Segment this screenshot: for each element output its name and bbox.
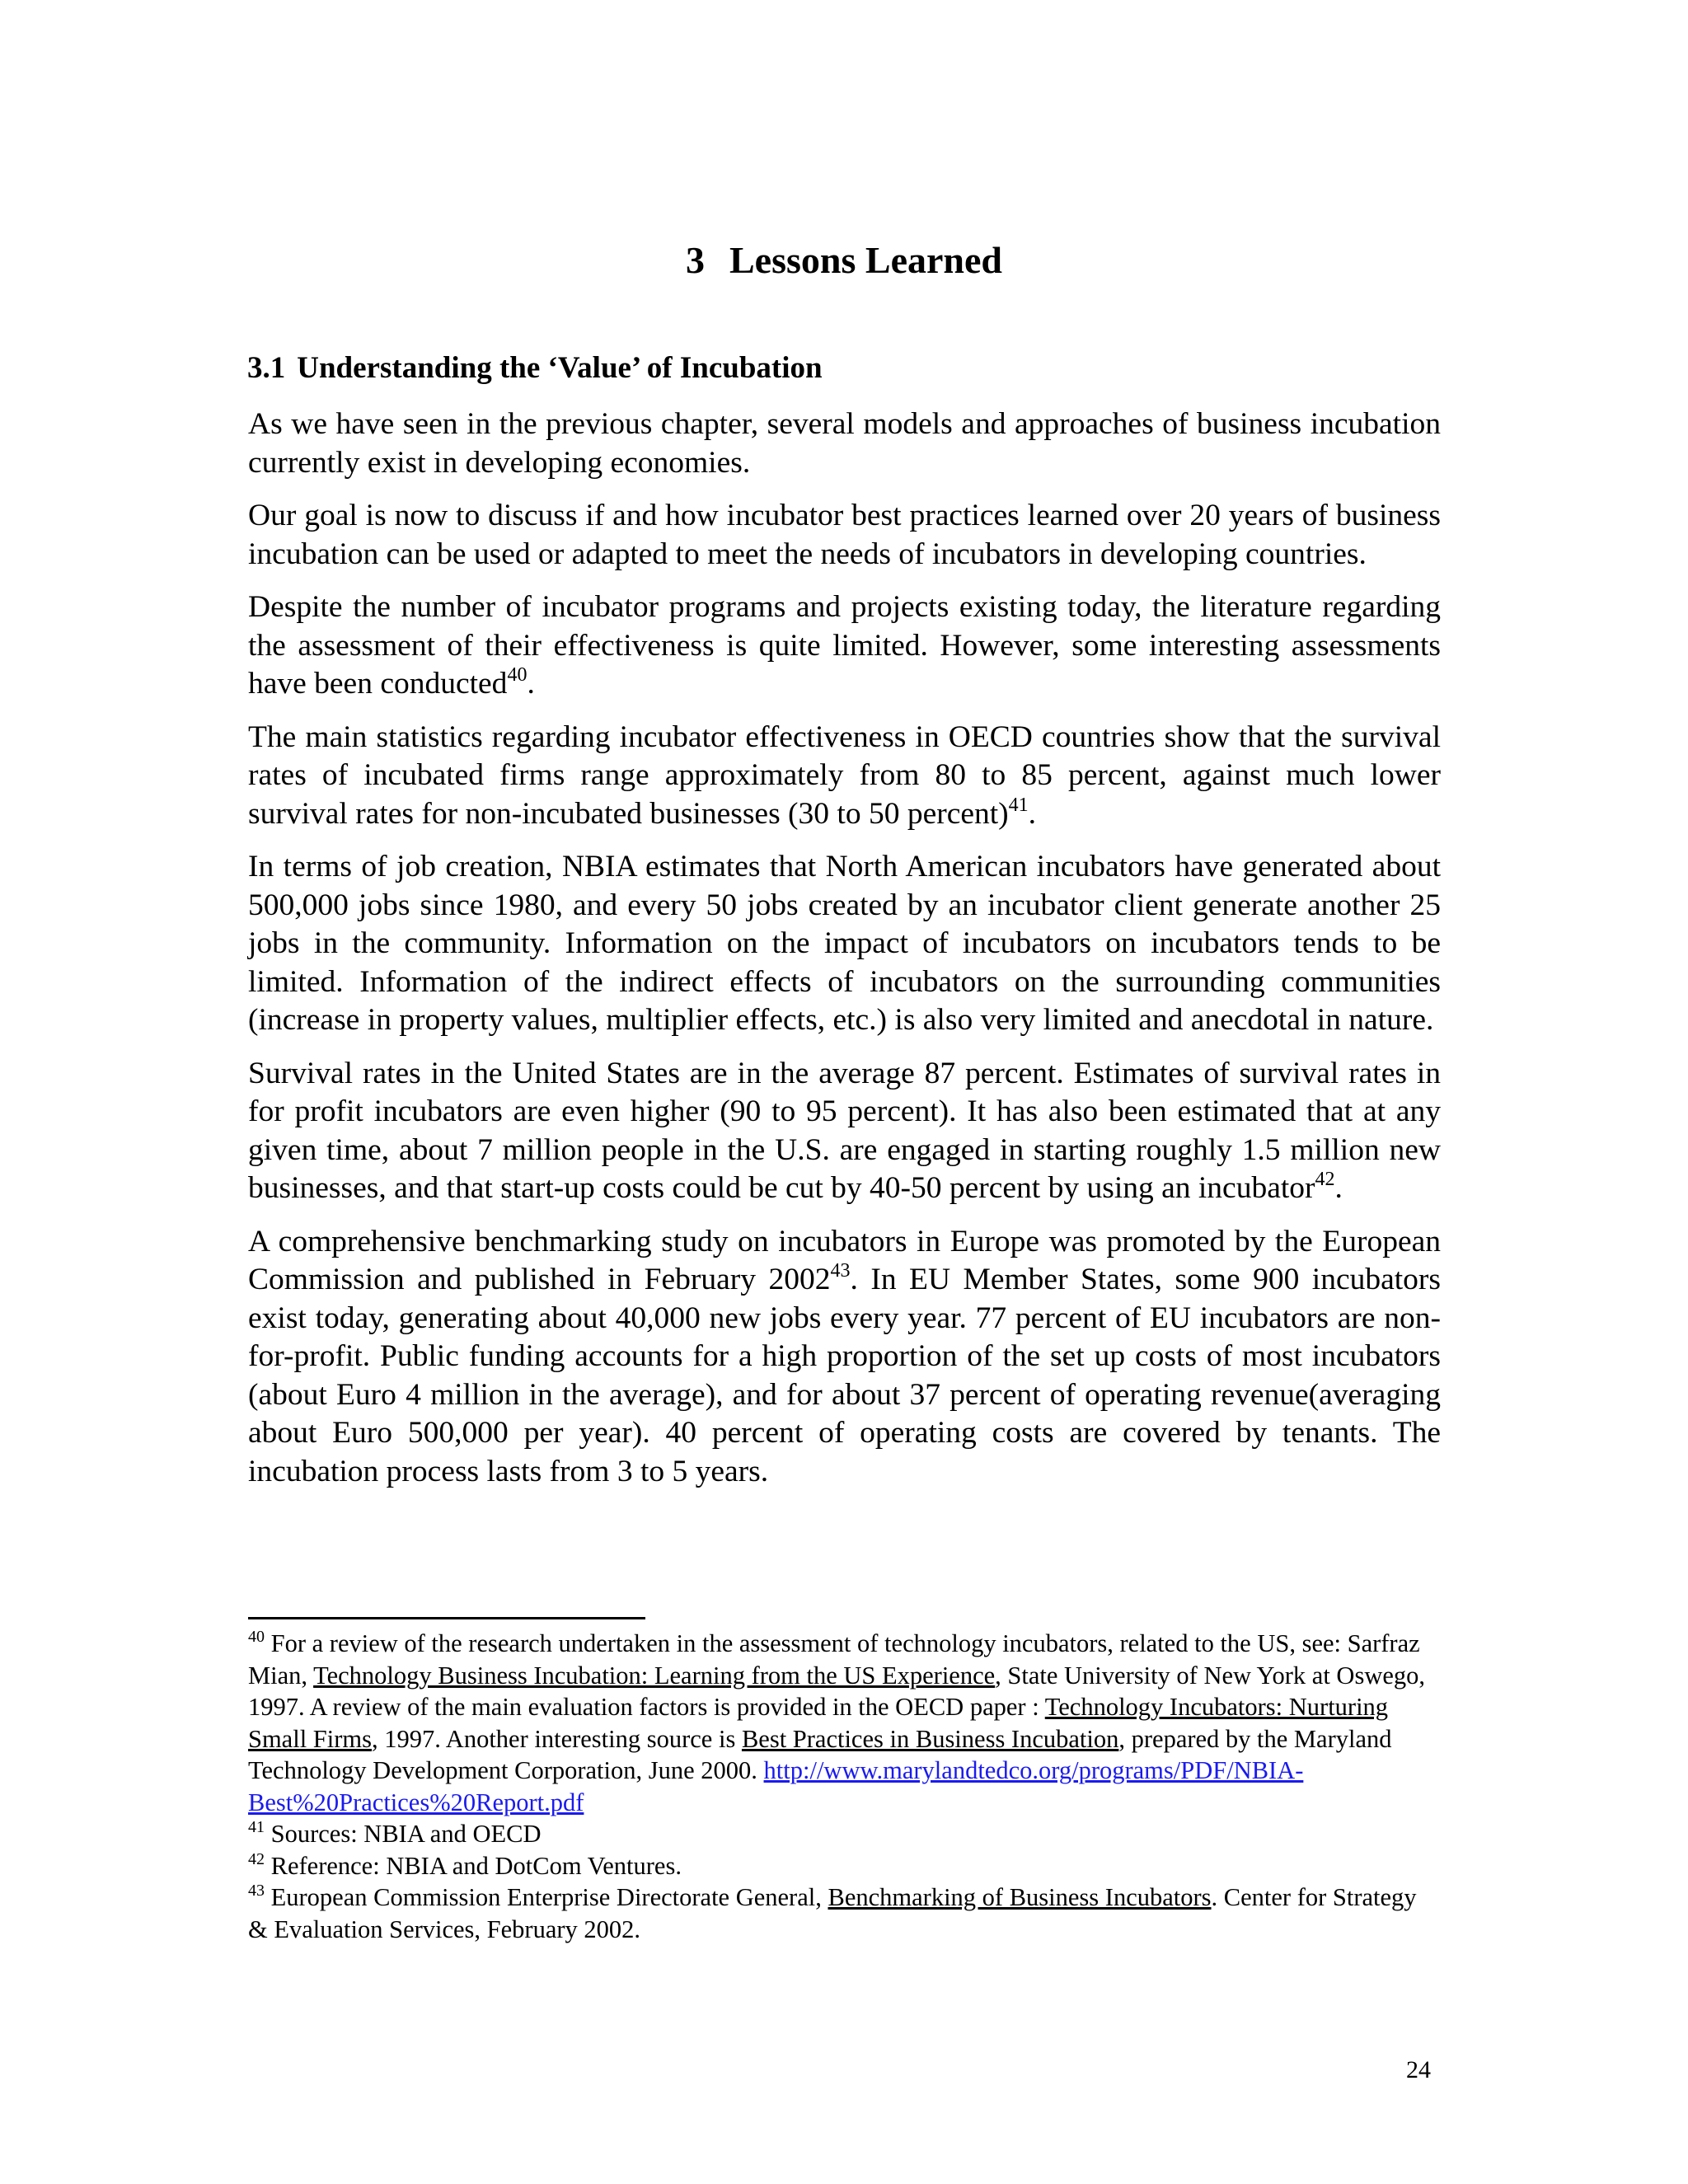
footnote-number: 41 [248, 1818, 265, 1836]
nbia-report-link[interactable]: http://www.marylandtedco.org/programs/PDF/NBIA-Best%20Practices%20Report.pdf [248, 1756, 1304, 1816]
paragraph-1: As we have seen in the previous chapter, several models and approaches of business incubation currently exist in developing economies. [248, 407, 1441, 480]
footnote-41 [248, 1818, 1441, 1850]
footnotes [248, 1628, 1441, 1945]
section-number: 3.1 [247, 351, 286, 385]
chapter-number: 3 [686, 239, 705, 281]
footnote-number: 40 [248, 1628, 265, 1646]
paragraph-6-text: Survival rates in the United States are in the average 87 percent. Estimates of survival rates in for profit incubators are even higher (90 to 95 percent). It has also been estimated that at any given time, about 7 million people in the U.S. are engaged in starting roughly 1.5 million new businesses, and that start-up costs could be cut by 40-50 percent by using an incubator [248, 1056, 1441, 1205]
paragraph-7-text-a: A comprehensive benchmarking study on incubators in Europe was promoted by the European Commission and published in February 2002 [248, 1224, 1441, 1296]
paragraph-3 [248, 588, 1441, 704]
citation-title: Best Practices in Business Incubation [741, 1724, 1119, 1753]
footnote-40 [248, 1628, 1441, 1818]
footnote-text: Sources: NBIA and OECD [265, 1820, 542, 1848]
footnote-number: 42 [248, 1849, 265, 1868]
section-title-text: Understanding the ‘Value’ of Incubation [297, 351, 823, 385]
footnote-text: , State University of New York at Oswego, 1997. A review of the main evaluation factors is provided in the OECD paper : [248, 1661, 1426, 1721]
paragraph-3-text: Despite the number of incubator programs and projects existing today, the literature regarding the assessment of their effectiveness is quite limited. However, some interesting assessments have been conducted [248, 590, 1441, 701]
paragraph-3-end: . [527, 667, 535, 701]
citation-title: Technology Business Incubation: Learning from the US Experience [313, 1661, 996, 1690]
footnote-ref-40: 40 [507, 664, 528, 686]
footnote-number: 43 [248, 1882, 265, 1900]
footnote-text: , 1997. Another interesting source is [371, 1724, 742, 1753]
section-heading [247, 349, 823, 387]
paragraph-7 [248, 1223, 1441, 1492]
footnote-43 [248, 1882, 1441, 1945]
footnote-separator [248, 1617, 645, 1619]
page-number: 24 [1406, 2056, 1431, 2083]
paragraph-6 [248, 1055, 1441, 1208]
footnote-ref-41: 41 [1008, 794, 1029, 816]
footnote-text: European Commission Enterprise Directorate General, [265, 1883, 828, 1911]
paragraph-4-text: The main statistics regarding incubator effectiveness in OECD countries show that the survival rates of incubated firms range approximately from 80 to 85 percent, against much lower survival rates for non-incubated businesses (30 to 50 percent) [248, 719, 1441, 831]
chapter-title-text: Lessons Learned [729, 239, 1002, 281]
footnote-text: For a review of the research undertaken in the assessment of technology incubators, related to the US, see: Sarfraz Mian, [248, 1629, 1420, 1690]
footnote-42 [248, 1850, 1441, 1882]
citation-title: Technology Incubators: Nurturing Small Firms [248, 1693, 1389, 1753]
footnote-ref-42: 42 [1315, 1169, 1335, 1190]
citation-title: Benchmarking of Business Incubators [828, 1883, 1212, 1911]
footnote-ref-43: 43 [830, 1260, 851, 1282]
footnote-text: . Center for Strategy & Evaluation Services, February 2002. [248, 1883, 1417, 1943]
paragraph-2: Our goal is now to discuss if and how incubator best practices learned over 20 years of business incubation can be used or adapted to meet the needs of incubators in developing countries. [248, 499, 1441, 571]
footnote-text: , prepared by the Maryland Technology Development Corporation, June 2000. [248, 1724, 1392, 1784]
paragraph-6-end: . [1334, 1171, 1343, 1205]
chapter-title [0, 237, 1688, 284]
paragraph-5: In terms of job creation, NBIA estimates that North American incubators have generated about 500,000 jobs since 1980, and every 50 jobs created by an incubator client generate another 25 jobs in the community. Information on the impact of incubators on incubators tends to be limited. Information of the indirect effects of incubators on the surrounding communities (increase in property values, multiplier effects, etc.) is also very limited and anecdotal in nature. [248, 850, 1441, 1037]
body-text [248, 405, 1441, 1506]
paragraph-7-text-b: . In EU Member States, some 900 incubators exist today, generating about 40,000 new jobs every year. 77 percent of EU incubators are non-for-profit. Public funding accounts for a high proportion of the set up costs of most incubators (about Euro 4 million in the average), and for about 37 percent of operating revenue(averaging about Euro 500,000 per year). 40 percent of operating costs are covered by tenants. The incubation process lasts from 3 to 5 years. [248, 1263, 1442, 1488]
paragraph-4 [248, 719, 1441, 834]
footnote-text: Reference: NBIA and DotCom Ventures. [265, 1851, 682, 1880]
paragraph-4-end: . [1028, 796, 1037, 831]
